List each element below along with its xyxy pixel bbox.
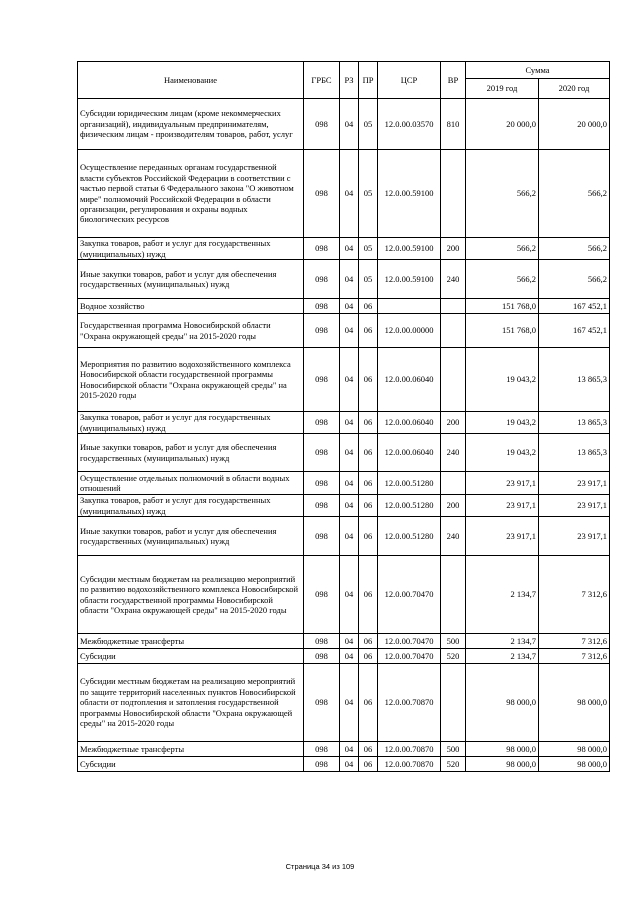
row-grbs: 098	[304, 238, 340, 260]
row-grbs: 098	[304, 664, 340, 742]
row-pr: 06	[359, 299, 378, 314]
row-pr: 06	[359, 664, 378, 742]
row-sum-2020: 7 312,6	[539, 556, 610, 634]
row-rz: 04	[340, 556, 359, 634]
row-sum-2019: 98 000,0	[466, 757, 539, 772]
row-name: Мероприятия по развитию водохозяйственного комплекса Новосибирской области государственной программы Новосибирской области "Охрана окружающей среды" на 2015-2020 годы	[78, 348, 304, 412]
row-sum-2020: 98 000,0	[539, 757, 610, 772]
row-rz: 04	[340, 299, 359, 314]
row-csr: 12.0.00.59100	[378, 150, 441, 238]
row-csr: 12.0.00.06040	[378, 412, 441, 434]
row-grbs: 098	[304, 260, 340, 299]
table-row	[78, 150, 610, 238]
row-vr	[441, 664, 466, 742]
row-csr: 12.0.00.70870	[378, 757, 441, 772]
row-vr: 520	[441, 649, 466, 664]
row-vr	[441, 556, 466, 634]
row-rz: 04	[340, 649, 359, 664]
row-vr: 500	[441, 634, 466, 649]
row-name: Субсидии местным бюджетам на реализацию мероприятий по защите территорий населенных пунктов Новосибирской области от подтопления и затопления государственной программы Новосибирской области "Охрана окружающей среды" на 2015-2020 годы	[78, 664, 304, 742]
row-pr: 05	[359, 99, 378, 150]
table-row	[78, 649, 610, 664]
row-name: Государственная программа Новосибирской области "Охрана окружающей среды" на 2015-2020 годы	[78, 314, 304, 348]
row-vr	[441, 314, 466, 348]
row-name: Межбюджетные трансферты	[78, 634, 304, 649]
row-csr: 12.0.00.70870	[378, 742, 441, 757]
row-sum-2019: 2 134,7	[466, 649, 539, 664]
row-name: Межбюджетные трансферты	[78, 742, 304, 757]
row-rz: 04	[340, 517, 359, 556]
row-grbs: 098	[304, 649, 340, 664]
table-row	[78, 238, 610, 260]
row-name: Водное хозяйство	[78, 299, 304, 314]
row-name: Закупка товаров, работ и услуг для государственных (муниципальных) нужд	[78, 238, 304, 260]
row-vr: 200	[441, 238, 466, 260]
row-sum-2019: 151 768,0	[466, 299, 539, 314]
row-sum-2019: 23 917,1	[466, 495, 539, 517]
header-vr: ВР	[441, 62, 466, 99]
row-pr: 06	[359, 517, 378, 556]
row-rz: 04	[340, 150, 359, 238]
table-row	[78, 634, 610, 649]
row-sum-2020: 23 917,1	[539, 495, 610, 517]
row-sum-2019: 151 768,0	[466, 314, 539, 348]
row-grbs: 098	[304, 495, 340, 517]
row-sum-2019: 19 043,2	[466, 348, 539, 412]
row-pr: 06	[359, 348, 378, 412]
row-name: Осуществление отдельных полномочий в области водных отношений	[78, 472, 304, 495]
row-grbs: 098	[304, 517, 340, 556]
table-row	[78, 299, 610, 314]
row-sum-2019: 566,2	[466, 260, 539, 299]
row-rz: 04	[340, 412, 359, 434]
row-name: Субсидии местным бюджетам на реализацию мероприятий по развитию водохозяйственного комплекса Новосибирской области государственной программы Новосибирской области "Охрана окружающей среды" на 2015-2020 годы	[78, 556, 304, 634]
row-vr: 520	[441, 757, 466, 772]
header-csr: ЦСР	[378, 62, 441, 99]
row-pr: 06	[359, 649, 378, 664]
table-row	[78, 314, 610, 348]
row-sum-2019: 23 917,1	[466, 472, 539, 495]
row-csr: 12.0.00.06040	[378, 348, 441, 412]
row-sum-2019: 2 134,7	[466, 634, 539, 649]
row-rz: 04	[340, 495, 359, 517]
table-body	[78, 99, 610, 772]
row-sum-2019: 566,2	[466, 238, 539, 260]
row-sum-2019: 98 000,0	[466, 664, 539, 742]
row-grbs: 098	[304, 634, 340, 649]
row-vr	[441, 299, 466, 314]
row-name: Иные закупки товаров, работ и услуг для обеспечения государственных (муниципальных) нужд	[78, 517, 304, 556]
row-sum-2020: 13 865,3	[539, 348, 610, 412]
row-csr: 12.0.00.70470	[378, 649, 441, 664]
row-sum-2019: 20 000,0	[466, 99, 539, 150]
row-csr: 12.0.00.51280	[378, 472, 441, 495]
row-rz: 04	[340, 742, 359, 757]
row-grbs: 098	[304, 99, 340, 150]
row-grbs: 098	[304, 314, 340, 348]
row-pr: 06	[359, 634, 378, 649]
row-sum-2020: 7 312,6	[539, 649, 610, 664]
row-name: Иные закупки товаров, работ и услуг для обеспечения государственных (муниципальных) нужд	[78, 260, 304, 299]
row-name: Осуществление переданных органам государственной власти субъектов Российской Федерации в соответствии с частью первой статьи 6 Федерального закона "О животном мире" полномочий Российской Федерации в области организации, регулирования и охраны водных биологических ресурсов	[78, 150, 304, 238]
row-sum-2020: 13 865,3	[539, 412, 610, 434]
header-pr: ПР	[359, 62, 378, 99]
row-rz: 04	[340, 434, 359, 472]
table-row	[78, 757, 610, 772]
row-csr: 12.0.00.70470	[378, 634, 441, 649]
row-sum-2020: 98 000,0	[539, 742, 610, 757]
row-csr: 12.0.00.06040	[378, 434, 441, 472]
table-row	[78, 517, 610, 556]
row-pr: 06	[359, 434, 378, 472]
row-sum-2019: 19 043,2	[466, 412, 539, 434]
row-rz: 04	[340, 314, 359, 348]
row-name: Закупка товаров, работ и услуг для государственных (муниципальных) нужд	[78, 412, 304, 434]
header-sum: Сумма	[466, 62, 610, 79]
row-rz: 04	[340, 757, 359, 772]
row-sum-2020: 13 865,3	[539, 434, 610, 472]
table-row	[78, 412, 610, 434]
row-vr: 200	[441, 412, 466, 434]
row-name: Субсидии	[78, 757, 304, 772]
row-pr: 06	[359, 556, 378, 634]
table-row	[78, 434, 610, 472]
row-vr: 240	[441, 434, 466, 472]
row-csr: 12.0.00.59100	[378, 260, 441, 299]
row-pr: 06	[359, 472, 378, 495]
row-sum-2020: 7 312,6	[539, 634, 610, 649]
row-csr	[378, 299, 441, 314]
row-vr: 240	[441, 517, 466, 556]
row-sum-2019: 2 134,7	[466, 556, 539, 634]
row-rz: 04	[340, 664, 359, 742]
table-row	[78, 348, 610, 412]
row-pr: 05	[359, 238, 378, 260]
row-name: Субсидии юридическим лицам (кроме некоммерческих организаций), индивидуальным предпринимателям, физическим лицам - производителям товаров, работ, услуг	[78, 99, 304, 150]
page-footer: Страница 34 из 109	[285, 862, 355, 871]
row-csr: 12.0.00.51280	[378, 517, 441, 556]
row-grbs: 098	[304, 299, 340, 314]
row-sum-2020: 98 000,0	[539, 664, 610, 742]
row-pr: 06	[359, 742, 378, 757]
header-name: Наименование	[78, 62, 304, 99]
row-pr: 06	[359, 412, 378, 434]
header-2019: 2019 год	[466, 79, 539, 99]
table-row	[78, 556, 610, 634]
row-csr: 12.0.00.59100	[378, 238, 441, 260]
row-sum-2020: 23 917,1	[539, 472, 610, 495]
row-sum-2020: 566,2	[539, 238, 610, 260]
row-grbs: 098	[304, 348, 340, 412]
row-pr: 05	[359, 150, 378, 238]
row-sum-2020: 167 452,1	[539, 299, 610, 314]
row-vr	[441, 348, 466, 412]
row-vr	[441, 472, 466, 495]
row-rz: 04	[340, 472, 359, 495]
row-rz: 04	[340, 634, 359, 649]
table-row	[78, 495, 610, 517]
row-grbs: 098	[304, 472, 340, 495]
row-vr: 810	[441, 99, 466, 150]
row-rz: 04	[340, 260, 359, 299]
row-pr: 06	[359, 314, 378, 348]
row-sum-2020: 23 917,1	[539, 517, 610, 556]
row-sum-2019: 23 917,1	[466, 517, 539, 556]
row-grbs: 098	[304, 434, 340, 472]
row-sum-2020: 566,2	[539, 260, 610, 299]
row-rz: 04	[340, 238, 359, 260]
row-vr	[441, 150, 466, 238]
budget-table	[77, 61, 610, 772]
table-row	[78, 664, 610, 742]
table-row	[78, 99, 610, 150]
table-row	[78, 260, 610, 299]
row-name: Закупка товаров, работ и услуг для государственных (муниципальных) нужд	[78, 495, 304, 517]
row-sum-2020: 20 000,0	[539, 99, 610, 150]
table-row	[78, 742, 610, 757]
row-sum-2019: 566,2	[466, 150, 539, 238]
row-name: Субсидии	[78, 649, 304, 664]
row-rz: 04	[340, 348, 359, 412]
row-sum-2020: 566,2	[539, 150, 610, 238]
row-grbs: 098	[304, 556, 340, 634]
row-csr: 12.0.00.51280	[378, 495, 441, 517]
row-sum-2019: 98 000,0	[466, 742, 539, 757]
row-csr: 12.0.00.03570	[378, 99, 441, 150]
row-grbs: 098	[304, 412, 340, 434]
header-2020: 2020 год	[539, 79, 610, 99]
table-row	[78, 472, 610, 495]
row-sum-2020: 167 452,1	[539, 314, 610, 348]
header-rz: РЗ	[340, 62, 359, 99]
row-grbs: 098	[304, 757, 340, 772]
row-name: Иные закупки товаров, работ и услуг для обеспечения государственных (муниципальных) нужд	[78, 434, 304, 472]
row-vr: 240	[441, 260, 466, 299]
row-pr: 06	[359, 757, 378, 772]
row-sum-2019: 19 043,2	[466, 434, 539, 472]
row-vr: 500	[441, 742, 466, 757]
row-grbs: 098	[304, 742, 340, 757]
row-csr: 12.0.00.70470	[378, 556, 441, 634]
row-csr: 12.0.00.00000	[378, 314, 441, 348]
row-vr: 200	[441, 495, 466, 517]
row-pr: 05	[359, 260, 378, 299]
row-pr: 06	[359, 495, 378, 517]
header-grbs: ГРБС	[304, 62, 340, 99]
row-grbs: 098	[304, 150, 340, 238]
row-rz: 04	[340, 99, 359, 150]
row-csr: 12.0.00.70870	[378, 664, 441, 742]
